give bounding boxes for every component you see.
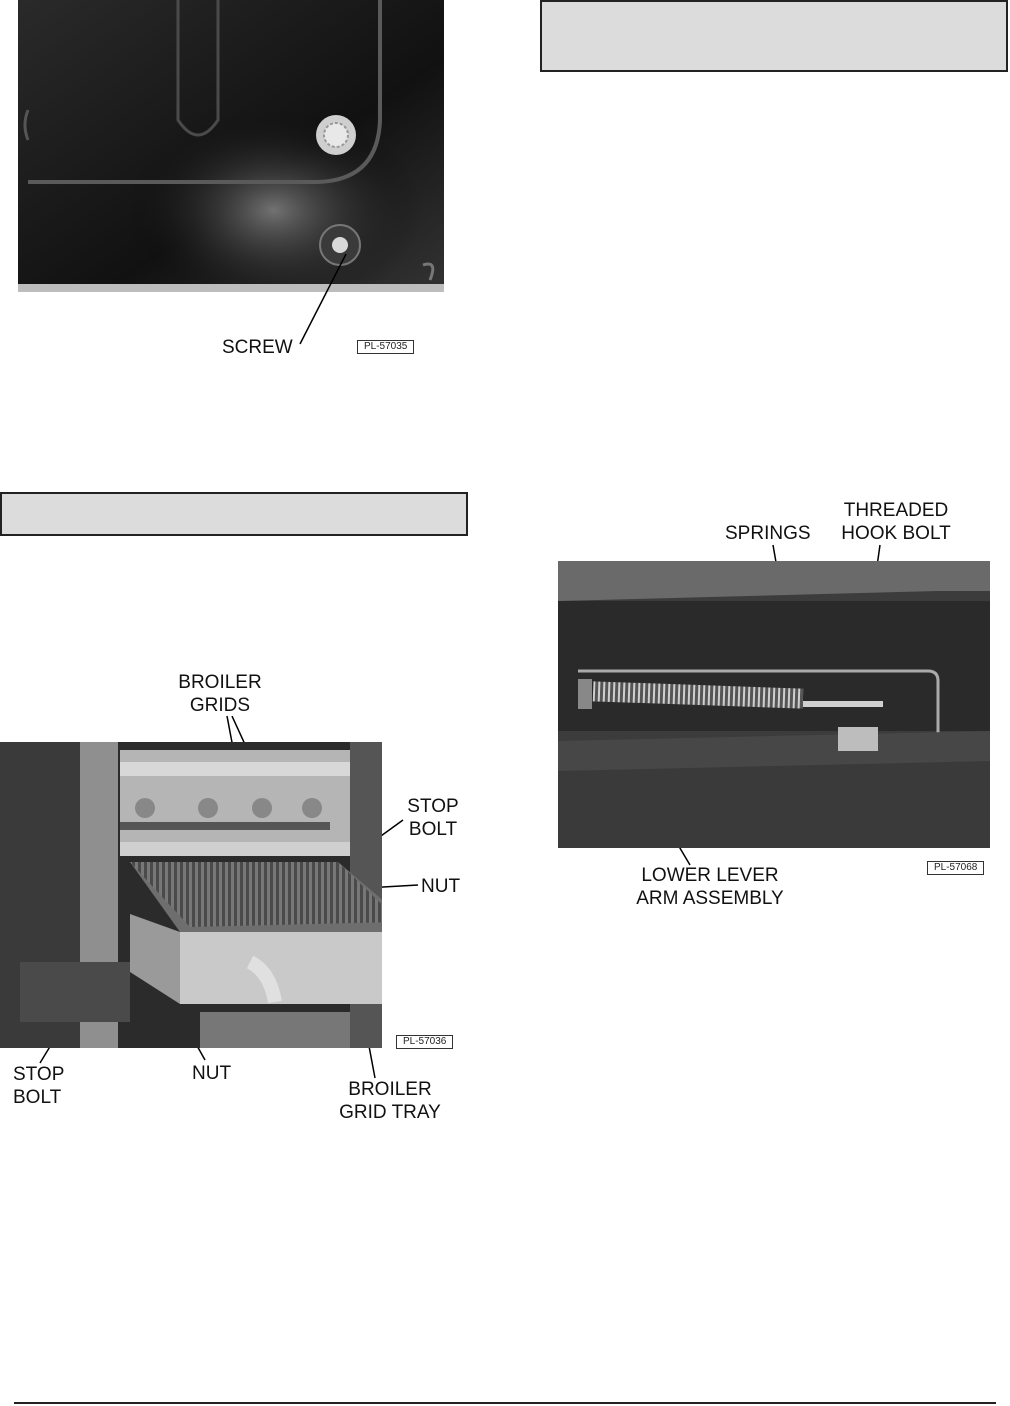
- springs-label: SPRINGS: [725, 523, 811, 544]
- broiler-grids-label-line1: BROILER: [178, 672, 262, 693]
- broiler-grid-tray-line1: BROILER: [348, 1079, 432, 1100]
- broiler-photo: [0, 742, 382, 1048]
- stop-bolt-right-label: [400, 795, 466, 841]
- broiler-grid-tray-label: [330, 1078, 450, 1124]
- lower-lever-arm-line1: LOWER LEVER: [641, 865, 779, 886]
- springs-photo-illustration: [558, 561, 990, 848]
- broiler-grid-tray-line2: GRID TRAY: [339, 1102, 441, 1123]
- threaded-hook-bolt-label: [832, 499, 960, 545]
- stop-bolt-left-line1: STOP: [13, 1064, 65, 1085]
- broiler-grids-label-line2: GRIDS: [189, 695, 251, 716]
- stop-bolt-right-line1: STOP: [407, 796, 459, 817]
- springs-photo: [558, 561, 990, 848]
- nut-left-label: NUT: [192, 1063, 232, 1084]
- nut-right-label: NUT: [421, 876, 461, 897]
- stop-bolt-right-line2: BOLT: [408, 819, 458, 840]
- figure-tag-broiler: PL-57036: [396, 1035, 453, 1049]
- section-header-box-left: [0, 492, 468, 536]
- figure-tag-screw: PL-57035: [357, 340, 414, 354]
- stop-bolt-left-line2: BOLT: [13, 1087, 62, 1108]
- lower-lever-arm-line2: ARM ASSEMBLY: [636, 888, 784, 909]
- section-header-box-right: [540, 0, 1008, 72]
- threaded-hook-bolt-line1: THREADED: [843, 500, 949, 521]
- broiler-photo-illustration: [0, 742, 382, 1048]
- figure-tag-springs: PL-57068: [927, 861, 984, 875]
- lower-lever-arm-label: [630, 864, 790, 910]
- screw-label: SCREW: [222, 337, 293, 358]
- broiler-grids-label: [160, 671, 280, 717]
- page-footer-rule: [14, 1402, 996, 1404]
- threaded-hook-bolt-line2: HOOK BOLT: [841, 523, 951, 544]
- stop-bolt-left-label: [13, 1063, 64, 1109]
